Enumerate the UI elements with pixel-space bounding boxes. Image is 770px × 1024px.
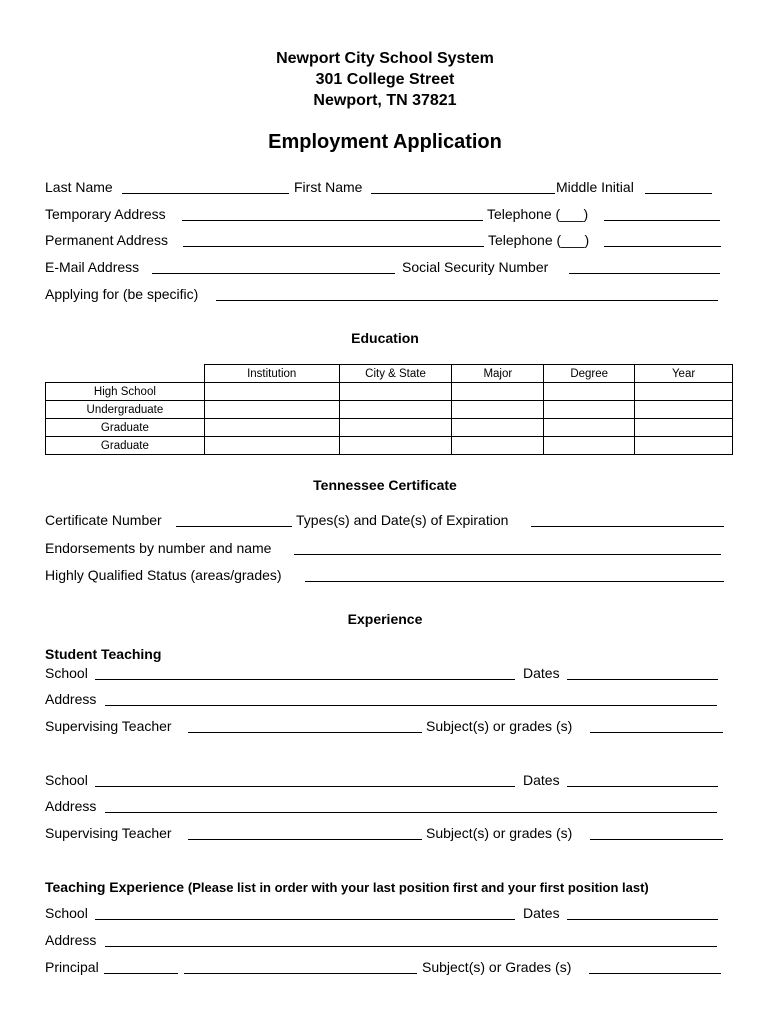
highly-qualified-row — [45, 566, 725, 586]
supervising-teacher-label: Supervising Teacher — [45, 718, 172, 734]
table-cell[interactable] — [544, 401, 635, 419]
st2-subjects-field[interactable] — [590, 839, 723, 840]
highly-qualified-label: Highly Qualified Status (areas/grades) — [45, 567, 282, 583]
ssn-field[interactable] — [569, 273, 720, 274]
temp-telephone-field[interactable] — [604, 220, 720, 221]
table-cell[interactable] — [452, 437, 544, 455]
dates-label: Dates — [523, 665, 560, 681]
email-row — [45, 258, 725, 278]
st2-school-row — [45, 771, 725, 791]
org-city: Newport, TN 37821 — [313, 92, 457, 109]
email-label: E-Mail Address — [45, 259, 140, 275]
address-label: Address — [45, 932, 97, 948]
education-table — [45, 364, 733, 455]
telephone-label: Telephone (___) — [488, 232, 590, 248]
name-row — [45, 178, 725, 198]
telephone-label: Telephone (___) — [487, 206, 589, 222]
expiration-field[interactable] — [531, 526, 724, 527]
te-address-row — [45, 931, 725, 951]
expiration-label: Types(s) and Date(s) of Expiration — [296, 512, 509, 528]
endorsements-row — [45, 539, 725, 559]
middle-initial-label: Middle Initial — [556, 179, 634, 195]
table-row — [46, 383, 733, 401]
row-label: Graduate — [46, 437, 205, 455]
table-cell[interactable] — [339, 383, 452, 401]
st-teacher-row — [45, 717, 725, 737]
table-cell[interactable] — [339, 419, 452, 437]
table-cell[interactable] — [339, 437, 452, 455]
middle-initial-field[interactable] — [645, 193, 712, 194]
certificate-row — [45, 511, 725, 531]
teaching-experience-heading — [45, 879, 649, 895]
table-cell[interactable] — [544, 419, 635, 437]
endorsements-label: Endorsements by number and name — [45, 540, 272, 556]
table-cell[interactable] — [204, 401, 339, 419]
st2-school-field[interactable] — [95, 786, 515, 787]
table-cell[interactable] — [204, 437, 339, 455]
subjects-label: Subject(s) or Grades (s) — [422, 959, 572, 975]
applying-for-label: Applying for (be specific) — [45, 286, 199, 302]
certificate-number-label: Certificate Number — [45, 512, 162, 528]
column-header: Year — [635, 365, 733, 383]
school-label: School — [45, 905, 88, 921]
table-cell[interactable] — [544, 383, 635, 401]
address-label: Address — [45, 798, 97, 814]
highly-qualified-field[interactable] — [305, 581, 724, 582]
certificate-number-field[interactable] — [176, 526, 292, 527]
school-label: School — [45, 772, 88, 788]
row-label: Graduate — [46, 419, 205, 437]
st-address-row — [45, 690, 725, 710]
blank-cell — [46, 365, 205, 383]
table-row — [46, 401, 733, 419]
teaching-experience-note: (Please list in order with your last position first and your first position last) — [187, 880, 649, 895]
table-cell[interactable] — [452, 401, 544, 419]
last-name-label: Last Name — [45, 179, 113, 195]
perm-telephone-field[interactable] — [604, 246, 721, 247]
table-cell[interactable] — [635, 383, 733, 401]
table-cell[interactable] — [635, 437, 733, 455]
perm-address-label: Permanent Address — [45, 232, 168, 248]
st2-teacher-row — [45, 824, 725, 844]
st-school-field[interactable] — [95, 679, 515, 680]
st2-dates-field[interactable] — [567, 786, 718, 787]
st-subjects-field[interactable] — [590, 732, 723, 733]
certificate-heading: Tennessee Certificate — [313, 477, 457, 493]
te-school-field[interactable] — [95, 919, 515, 920]
ssn-label: Social Security Number — [402, 259, 549, 275]
table-cell[interactable] — [635, 419, 733, 437]
temp-address-row — [45, 205, 725, 225]
row-label: High School — [46, 383, 205, 401]
te-subjects-field[interactable] — [589, 973, 721, 974]
school-label: School — [45, 665, 88, 681]
table-cell[interactable] — [204, 383, 339, 401]
endorsements-field[interactable] — [294, 554, 721, 555]
first-name-field[interactable] — [371, 193, 555, 194]
education-header-row — [46, 365, 733, 383]
te-principal-row — [45, 958, 725, 978]
email-field[interactable] — [152, 273, 395, 274]
student-teaching-heading: Student Teaching — [45, 646, 162, 662]
st2-teacher-field[interactable] — [188, 839, 422, 840]
principal-name-field[interactable] — [184, 973, 417, 974]
st-address-field[interactable] — [105, 705, 717, 706]
table-cell[interactable] — [635, 401, 733, 419]
dates-label: Dates — [523, 772, 560, 788]
principal-field[interactable] — [104, 973, 178, 974]
row-label: Undergraduate — [46, 401, 205, 419]
te-school-row — [45, 904, 725, 924]
table-cell[interactable] — [452, 383, 544, 401]
subjects-label: Subject(s) or grades (s) — [426, 718, 573, 734]
teaching-experience-title: Teaching Experience — [45, 879, 185, 895]
subjects-label: Subject(s) or grades (s) — [426, 825, 573, 841]
perm-address-field[interactable] — [183, 246, 484, 247]
org-name: Newport City School System — [276, 50, 494, 67]
org-street: 301 College Street — [315, 71, 455, 88]
st-school-row — [45, 664, 725, 684]
table-cell[interactable] — [339, 401, 452, 419]
table-cell[interactable] — [452, 419, 544, 437]
temp-address-field[interactable] — [182, 220, 483, 221]
te-address-field[interactable] — [105, 946, 717, 947]
te-dates-field[interactable] — [567, 919, 718, 920]
column-header: Institution — [204, 365, 339, 383]
first-name-label: First Name — [294, 179, 363, 195]
column-header: Major — [452, 365, 544, 383]
applying-row — [45, 285, 725, 305]
st-teacher-field[interactable] — [188, 732, 422, 733]
st-dates-field[interactable] — [567, 679, 718, 680]
form-title: Employment Application — [268, 131, 502, 153]
address-label: Address — [45, 691, 97, 707]
table-row — [46, 437, 733, 455]
supervising-teacher-label: Supervising Teacher — [45, 825, 172, 841]
st2-address-field[interactable] — [105, 812, 717, 813]
column-header: Degree — [544, 365, 635, 383]
perm-address-row — [45, 231, 725, 251]
applying-for-field[interactable] — [216, 300, 718, 301]
temp-address-label: Temporary Address — [45, 206, 166, 222]
principal-label: Principal — [45, 959, 99, 975]
education-heading: Education — [351, 330, 419, 346]
table-cell[interactable] — [204, 419, 339, 437]
table-cell[interactable] — [544, 437, 635, 455]
last-name-field[interactable] — [122, 193, 289, 194]
table-row — [46, 419, 733, 437]
dates-label: Dates — [523, 905, 560, 921]
column-header: City & State — [339, 365, 452, 383]
st2-address-row — [45, 797, 725, 817]
experience-heading: Experience — [347, 611, 423, 627]
